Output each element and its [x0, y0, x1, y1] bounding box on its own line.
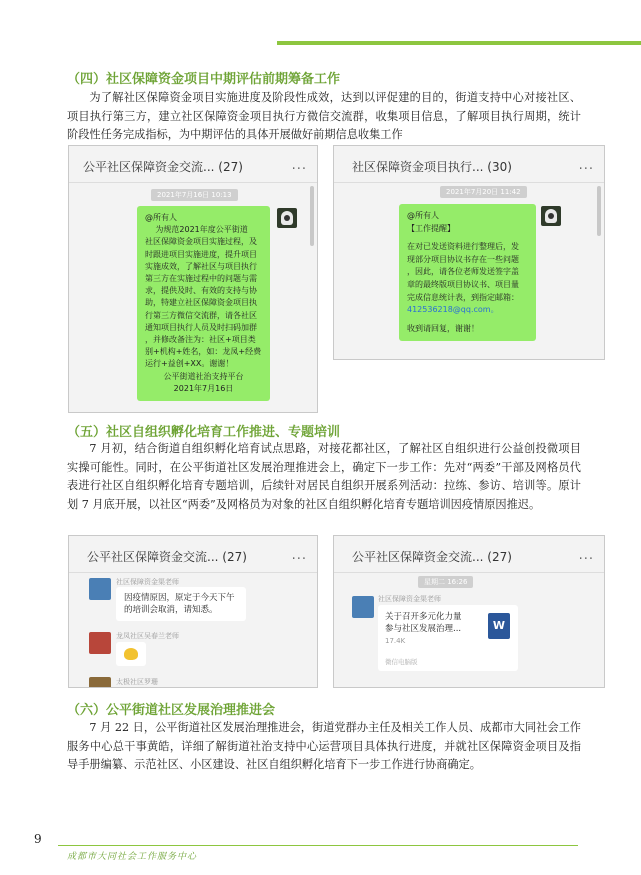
sender-avatar	[277, 208, 297, 228]
message-line: @所有人	[145, 213, 177, 222]
message-line: 求，提供及时、有效的支持与协	[145, 286, 257, 296]
message-signature: 公平街道社治支持平台	[163, 371, 244, 381]
emoji-icon	[124, 648, 138, 660]
message-bubble	[116, 587, 246, 621]
section-5-heading: （五）社区自组织孵化培育工作推进、专题培训	[67, 425, 341, 440]
sender-avatar	[89, 632, 111, 654]
more-icon: ...	[578, 548, 594, 563]
message-line: 在对已发送资料进行整理后，发	[407, 242, 519, 252]
page-number: 9	[34, 832, 42, 846]
word-file-icon: W	[488, 613, 510, 639]
chat-title: 公平社区保障资金交流... (27)	[352, 550, 512, 564]
message-timestamp: 2021年7月16日 10:13	[151, 189, 238, 201]
emoji-bubble	[116, 642, 146, 666]
chat-title: 公平社区保障资金交流... (27)	[87, 550, 247, 564]
file-message[interactable]	[378, 605, 518, 671]
section-6-heading: （六）公平街道社区发展治理推进会	[67, 703, 276, 718]
file-source: 微信电脑版	[385, 658, 418, 666]
message-date: 2021年7月16日	[173, 383, 234, 393]
sender-avatar	[541, 206, 561, 226]
message-line: 别+机构+姓名，如：龙凤+经费	[145, 347, 262, 357]
message-line: 助，特建立社区保障资金项目执	[145, 298, 257, 308]
message-line: 为规范2021年度公平街道	[155, 225, 248, 235]
sender-avatar	[89, 578, 111, 600]
sender-name: 太极社区罗珊	[116, 678, 158, 686]
message-line: 收到请回复，谢谢！	[407, 323, 479, 333]
message-line: 时跟进项目实施进度，提升项目	[145, 249, 257, 259]
chat-screenshot-3	[68, 535, 318, 688]
chat-title: 社区保障资金项目执行... (30)	[352, 160, 512, 174]
divider	[334, 182, 604, 183]
footer-rule	[58, 845, 578, 846]
chat-screenshot-2	[333, 145, 605, 360]
chat-screenshot-1	[68, 145, 318, 413]
message-line: 实施成效，了解社区与项目执行	[145, 261, 257, 271]
scrollbar[interactable]	[310, 186, 314, 246]
sender-name: 社区保障资金渠老师	[116, 578, 179, 586]
message-line: 现部分项目协议书存在一些问题	[407, 254, 519, 264]
chat-screenshot-4	[333, 535, 605, 688]
email-link[interactable]: 412536218@qq.com。	[407, 305, 499, 315]
message-line: 社区保障资金项目实施过程，及	[145, 237, 257, 247]
message-line: 行第三方微信交流群，请各社区	[145, 310, 257, 320]
sender-name: 社区保障资金渠老师	[378, 595, 441, 603]
sender-avatar	[352, 596, 374, 618]
chat-title: 公平社区保障资金交流... (27)	[83, 160, 243, 174]
message-line: 的培训会取消，请知悉。	[124, 605, 218, 615]
message-line: 【工作提醒】	[407, 223, 455, 233]
message-bubble	[399, 204, 536, 341]
message-line: ，并修改备注为：社区+项目类	[145, 335, 256, 345]
message-timestamp: 2021年7月20日 11:42	[440, 186, 527, 198]
file-size: 17.4K	[385, 637, 406, 645]
message-line: 因疫情原因，原定于今天下午	[124, 593, 235, 603]
message-line: ，因此，请各位老师发送签字盖	[407, 267, 519, 277]
more-icon: ...	[291, 158, 307, 173]
message-bubble	[137, 206, 270, 401]
message-timestamp: 星期二 16:26	[418, 576, 473, 588]
section-4-paragraph: 为了解社区保障资金项目实施进度及阶段性成效，达到以评促建的目的，街道支持中心对接社区、项目执行第三方，建立社区保障资金项目执行方微信交流群，收集项目信息，了解项目执行周期，统计阶段性任务完成指标，为中期评估的具体开展做好前期信息收集工作	[67, 91, 581, 141]
more-icon: ...	[578, 158, 594, 173]
divider	[334, 572, 604, 573]
divider	[69, 572, 317, 573]
message-line: 通知项目执行人员及时扫码加群	[145, 322, 257, 332]
message-line: @所有人	[407, 211, 439, 220]
section-5-paragraph: 7 月初，结合街道自组织孵化培育试点思路，对接花都社区，了解社区自组织进行公益创投微项目实操可能性。同时，在公平街道社区发展治理推进会上，确定下一步工作：先对“两委”干部及网格员代表进行社区自组织孵化培育专题培训，后续针对居民自组织开展系列活动：拉练、参访、培训等。原计划 7 月底开展，以社区“两委”及网格员为对象的社区自组织孵化培育专题培训因疫情原因推迟。	[67, 442, 581, 511]
section-6-paragraph: 7 月 22 日，公平街道社区发展治理推进会，街道党群办主任及相关工作人员、成都市大同社会工作服务中心总干事黄皓，详细了解街道社治支持中心运营项目具体执行进度，并就社区保障资金项目及指导手册编纂、示范社区、小区建设、社区自组织孵化培育下一步工作进行协商确定。	[67, 721, 581, 771]
message-line: 第三方在实施过程中的问题与需	[145, 274, 257, 284]
scrollbar[interactable]	[597, 186, 601, 236]
file-name-line: 参与社区发展治理...	[385, 624, 462, 634]
message-line: 章的最终版项目协议书、项目量	[407, 279, 519, 289]
footer-organization: 成都市大同社会工作服务中心	[67, 852, 198, 862]
header-rule	[277, 41, 641, 45]
more-icon: ...	[291, 548, 307, 563]
message-line: 完成信息统计表，到指定邮箱：	[407, 292, 519, 302]
section-4-heading: （四）社区保障资金项目中期评估前期筹备工作	[67, 72, 341, 87]
divider	[69, 182, 317, 183]
file-name-line: 关于召开多元化力量	[385, 612, 462, 622]
sender-avatar	[89, 677, 111, 688]
sender-name: 龙凤社区吴春兰老师	[116, 632, 179, 640]
message-line: 运行+益创+XX。谢谢！	[145, 359, 234, 369]
